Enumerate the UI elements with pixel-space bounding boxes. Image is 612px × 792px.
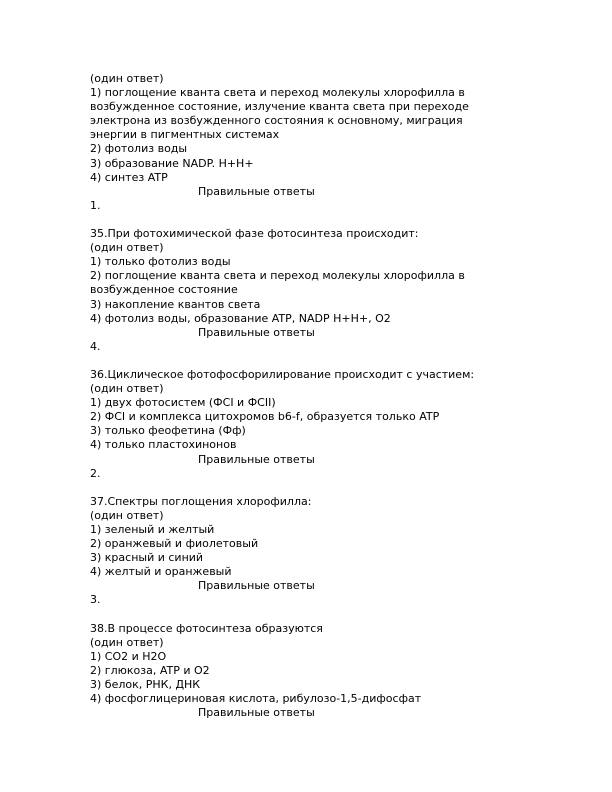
- option-line: 4) только пластохинонов: [90, 438, 237, 452]
- question-block-37: [90, 495, 530, 608]
- option-line: 3) белок, РНК, ДНК: [90, 678, 201, 692]
- question-title: 35.При фотохимической фазе фотосинтеза происходит:: [90, 227, 419, 241]
- option-line: 1) CO2 и H2O: [90, 649, 167, 663]
- option-line: 3) образование NADP. H+H+: [90, 156, 254, 170]
- option-line: возбужденное состояние, излучение кванта света при переходе: [90, 100, 469, 114]
- option-line: 1) двух фотосистем (ФСI и ФСII): [90, 396, 276, 410]
- option-line: 3) только феофетина (Фф): [90, 424, 246, 438]
- answer-type-note: (один ответ): [90, 382, 164, 396]
- option-line: 2) ФСI и комплекса цитохромов b6-f, образуется только ATP: [90, 410, 440, 424]
- answer-type-note: (один ответ): [90, 241, 164, 255]
- correct-answers-heading: Правильные ответы: [198, 452, 315, 466]
- option-line: электрона из возбужденного состояния к основному, миграция: [90, 114, 463, 128]
- question-block-38: [90, 622, 530, 721]
- option-line: 4) фосфоглицериновая кислота, рибулозо-1,5-дифосфат: [90, 692, 422, 706]
- option-line: 2) оранжевый и фиолетовый: [90, 537, 259, 551]
- spacer: [90, 213, 530, 227]
- option-line: 1) только фотолиз воды: [90, 255, 231, 269]
- correct-answer: 1.: [90, 198, 101, 212]
- correct-answer: 2.: [90, 466, 101, 480]
- correct-answers-heading: Правильные ответы: [198, 325, 315, 339]
- question-block-35: [90, 227, 530, 354]
- option-line: 2) фотолиз воды: [90, 142, 188, 156]
- option-line: 3) накопление квантов света: [90, 297, 261, 311]
- option-line: 3) красный и синий: [90, 551, 204, 565]
- question-block-36: [90, 368, 530, 481]
- spacer: [90, 481, 530, 495]
- question-title: 37.Спектры поглощения хлорофилла:: [90, 494, 312, 508]
- option-line: 4) синтез ATP: [90, 170, 168, 184]
- correct-answers-heading: Правильные ответы: [198, 184, 315, 198]
- answer-type-note: (один ответ): [90, 635, 164, 649]
- option-line: 2) поглощение кванта света и переход молекулы хлорофилла в: [90, 269, 465, 283]
- correct-answers-heading: Правильные ответы: [198, 706, 315, 720]
- spacer: [90, 608, 530, 622]
- option-line: 1) зеленый и желтый: [90, 523, 215, 536]
- question-block-intro: [90, 72, 530, 213]
- correct-answer: 3.: [90, 593, 101, 607]
- option-line: 1) поглощение кванта света и переход молекулы хлорофилла в: [90, 86, 465, 100]
- question-title: 38.В процессе фотосинтеза образуются: [90, 621, 323, 635]
- question-title: 36.Циклическое фотофосфорилирование происходит с участием:: [90, 367, 475, 381]
- option-line: энергии в пигментных системах: [90, 128, 280, 142]
- correct-answer: 4.: [90, 339, 101, 353]
- answer-type-note: (один ответ): [90, 72, 164, 85]
- option-line: 4) фотолиз воды, образование ATP, NADP H+H+, O2: [90, 311, 391, 325]
- option-line: 4) желтый и оранжевый: [90, 565, 232, 579]
- spacer: [90, 354, 530, 368]
- option-line: 2) глюкоза, ATP и O2: [90, 663, 210, 677]
- correct-answers-heading: Правильные ответы: [198, 579, 315, 593]
- option-line: возбужденное состояние: [90, 283, 238, 297]
- answer-type-note: (один ответ): [90, 508, 164, 522]
- document-page: [90, 72, 530, 720]
